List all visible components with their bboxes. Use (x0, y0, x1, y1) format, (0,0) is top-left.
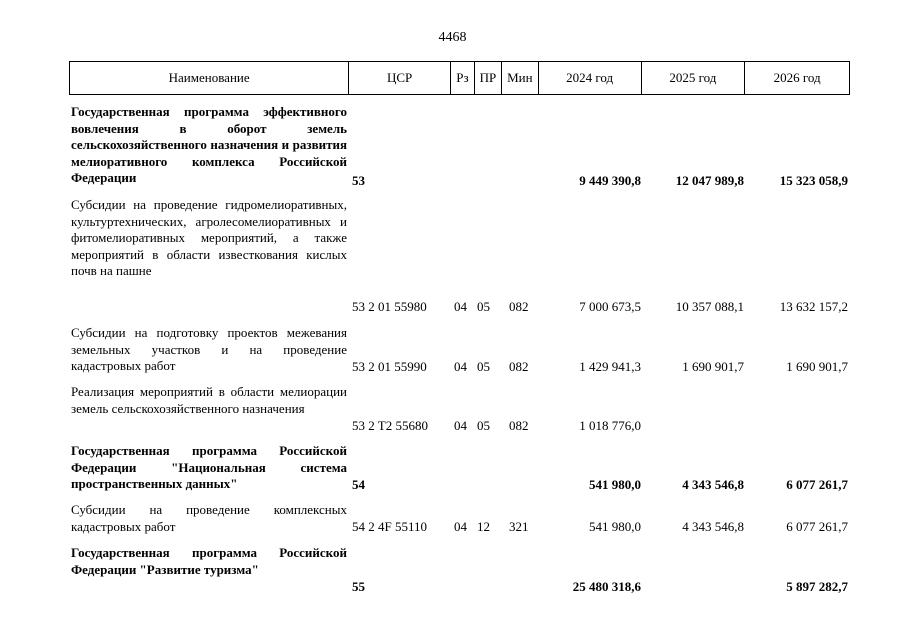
table-row (69, 502, 850, 538)
row-2025: 4 343 546,8 (682, 519, 744, 534)
row-name: Субсидии на подготовку проектов межевания земельных участков и на проведение кадастровых работ (71, 325, 347, 373)
row-min: 082 (509, 418, 529, 433)
row-2026: 15 323 058,9 (779, 173, 848, 188)
row-name: Субсидии на проведение гидромелиоративных, культуртехнических, агролесомелиоративных и фитомелиоративных мероприятий, а также мероприятий в области известкования кислых почв на пашне (71, 197, 347, 278)
row-2026: 1 690 901,7 (786, 359, 848, 374)
header-2024: 2024 год (539, 62, 642, 94)
row-rz: 04 (454, 359, 467, 374)
row-2026: 5 897 282,7 (786, 579, 848, 594)
row-2025: 10 357 088,1 (675, 299, 744, 314)
row-name: Государственная программа Российской Федерации "Национальная система пространственных данных" (71, 443, 347, 491)
row-rz: 04 (454, 418, 467, 433)
header-2025: 2025 год (642, 62, 746, 94)
row-min: 082 (509, 359, 529, 374)
header-csr: ЦСР (349, 62, 451, 94)
row-2024: 9 449 390,8 (579, 173, 641, 188)
row-name: Субсидии на проведение комплексных кадастровых работ (71, 502, 347, 534)
row-min: 082 (509, 299, 529, 314)
row-2024: 25 480 318,6 (572, 579, 641, 594)
row-csr: 54 2 4F 55110 (352, 519, 427, 534)
table-row (69, 325, 850, 377)
row-csr: 53 2 T2 55680 (352, 418, 428, 433)
table-row (69, 443, 850, 495)
row-csr: 55 (352, 579, 365, 594)
table-row (69, 545, 850, 597)
row-csr: 53 (352, 173, 365, 188)
row-2024: 1 429 941,3 (579, 359, 641, 374)
row-2026: 6 077 261,7 (786, 519, 848, 534)
row-pr: 12 (477, 519, 490, 534)
table-row (69, 104, 850, 190)
row-rz: 04 (454, 519, 467, 534)
row-name: Государственная программа Российской Федерации "Развитие туризма" (71, 545, 347, 577)
table-row (69, 197, 850, 317)
row-2026: 6 077 261,7 (786, 477, 848, 492)
row-2026: 13 632 157,2 (779, 299, 848, 314)
row-name: Государственная программа эффективного вовлечения в оборот земель сельскохозяйственного назначения и развития мелиоративного комплекса Российской Федерации (71, 104, 347, 185)
row-2024: 541 980,0 (589, 477, 641, 492)
header-name: Наименование (70, 62, 349, 94)
row-csr: 53 2 01 55980 (352, 299, 427, 314)
row-2024: 541 980,0 (589, 519, 641, 534)
row-name: Реализация мероприятий в области мелиорации земель сельскохозяйственного назначения (71, 384, 347, 416)
table-header (69, 61, 850, 95)
row-csr: 53 2 01 55990 (352, 359, 427, 374)
row-pr: 05 (477, 359, 490, 374)
header-min: Мин (502, 62, 539, 94)
row-2024: 1 018 776,0 (579, 418, 641, 433)
header-pr: ПР (475, 62, 502, 94)
row-2024: 7 000 673,5 (579, 299, 641, 314)
page-number: 4468 (438, 30, 467, 45)
row-pr: 05 (477, 299, 490, 314)
header-2026: 2026 год (773, 70, 821, 85)
header-rz: Рз (451, 62, 475, 94)
row-rz: 04 (454, 299, 467, 314)
row-min: 321 (509, 519, 529, 534)
table-row (69, 384, 850, 436)
row-2025: 12 047 989,8 (675, 173, 744, 188)
row-2025: 4 343 546,8 (682, 477, 744, 492)
row-2025: 1 690 901,7 (682, 359, 744, 374)
row-csr: 54 (352, 477, 365, 492)
row-pr: 05 (477, 418, 490, 433)
